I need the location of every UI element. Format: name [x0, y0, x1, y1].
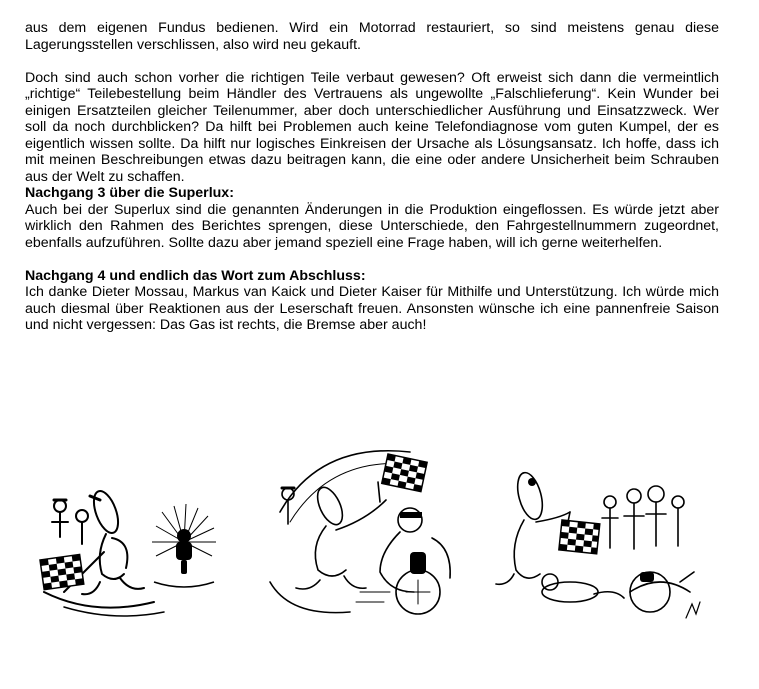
cartoon-panel-1	[34, 442, 244, 632]
heading-nachgang-3: Nachgang 3 über die Superlux:	[25, 185, 234, 201]
paragraph-3: Auch bei der Superlux sind die genannten Änderungen in die Produktion eingeflossen. Es würde jetzt aber wirklich den Rahmen des Berichtes sprengen, diese Unterschiede, den Fahrgestellnummern zugeordnet, ebenfalls aufzuführen. Sollte dazu aber jemand speziell eine Frage haben, will ich gerne weiterhelfen.	[25, 201, 719, 251]
paragraph-2: Doch sind auch schon vorher die richtigen Teile verbaut gewesen? Oft erweist sich dann die vermeintlich „richtige“ Teilebestellung beim Händler des Vertrauens als ungewollte „Falschlieferung“. Kein Wunder bei einigen Ersatzteilen gleicher Teilenummer, aber doch unterschiedlicher Ausführung und Einsatzzweck. Wer soll da noch durchblicken? Da hilft bei Problemen auch keine Telefondiagnose vom guten Kumpel, der es eigentlich wissen sollte. Da hilft nur logisches Einkreisen der Ursache als Lösungsansatz. Ich hoffe, dass ich mit meinen Beschreibungen etwas dazu beitragen kann, die eine oder andere Unsicherheit beim Schrauben aus der Welt zu schaffen.	[25, 69, 719, 185]
paragraph-gap	[25, 251, 719, 268]
paragraph-4: Ich danke Dieter Mossau, Markus van Kaick und Dieter Kaiser für Mithilfe und Unterstützung. Ich würde mich auch diesmal über Reaktionen aus der Leserschaft freuen. Ansonsten wünsche ich eine pannenfreie Saison und nicht vergessen: Das Gas ist rechts, die Bremse aber auch!	[25, 284, 719, 333]
cartoon-strip	[34, 442, 724, 632]
heading-nachgang-4: Nachgang 4 und endlich das Wort zum Abschluss:	[25, 267, 366, 284]
cartoon-panel-2	[260, 442, 470, 632]
paragraph-1: aus dem eigenen Fundus bedienen. Wird ein Motorrad restauriert, so sind meistens genau diese Lagerungsstellen verschlissen, also wird neu gekauft.	[25, 20, 719, 53]
paragraph-gap	[25, 53, 719, 70]
article-text	[25, 20, 719, 334]
cartoon-panel-3	[490, 442, 724, 632]
